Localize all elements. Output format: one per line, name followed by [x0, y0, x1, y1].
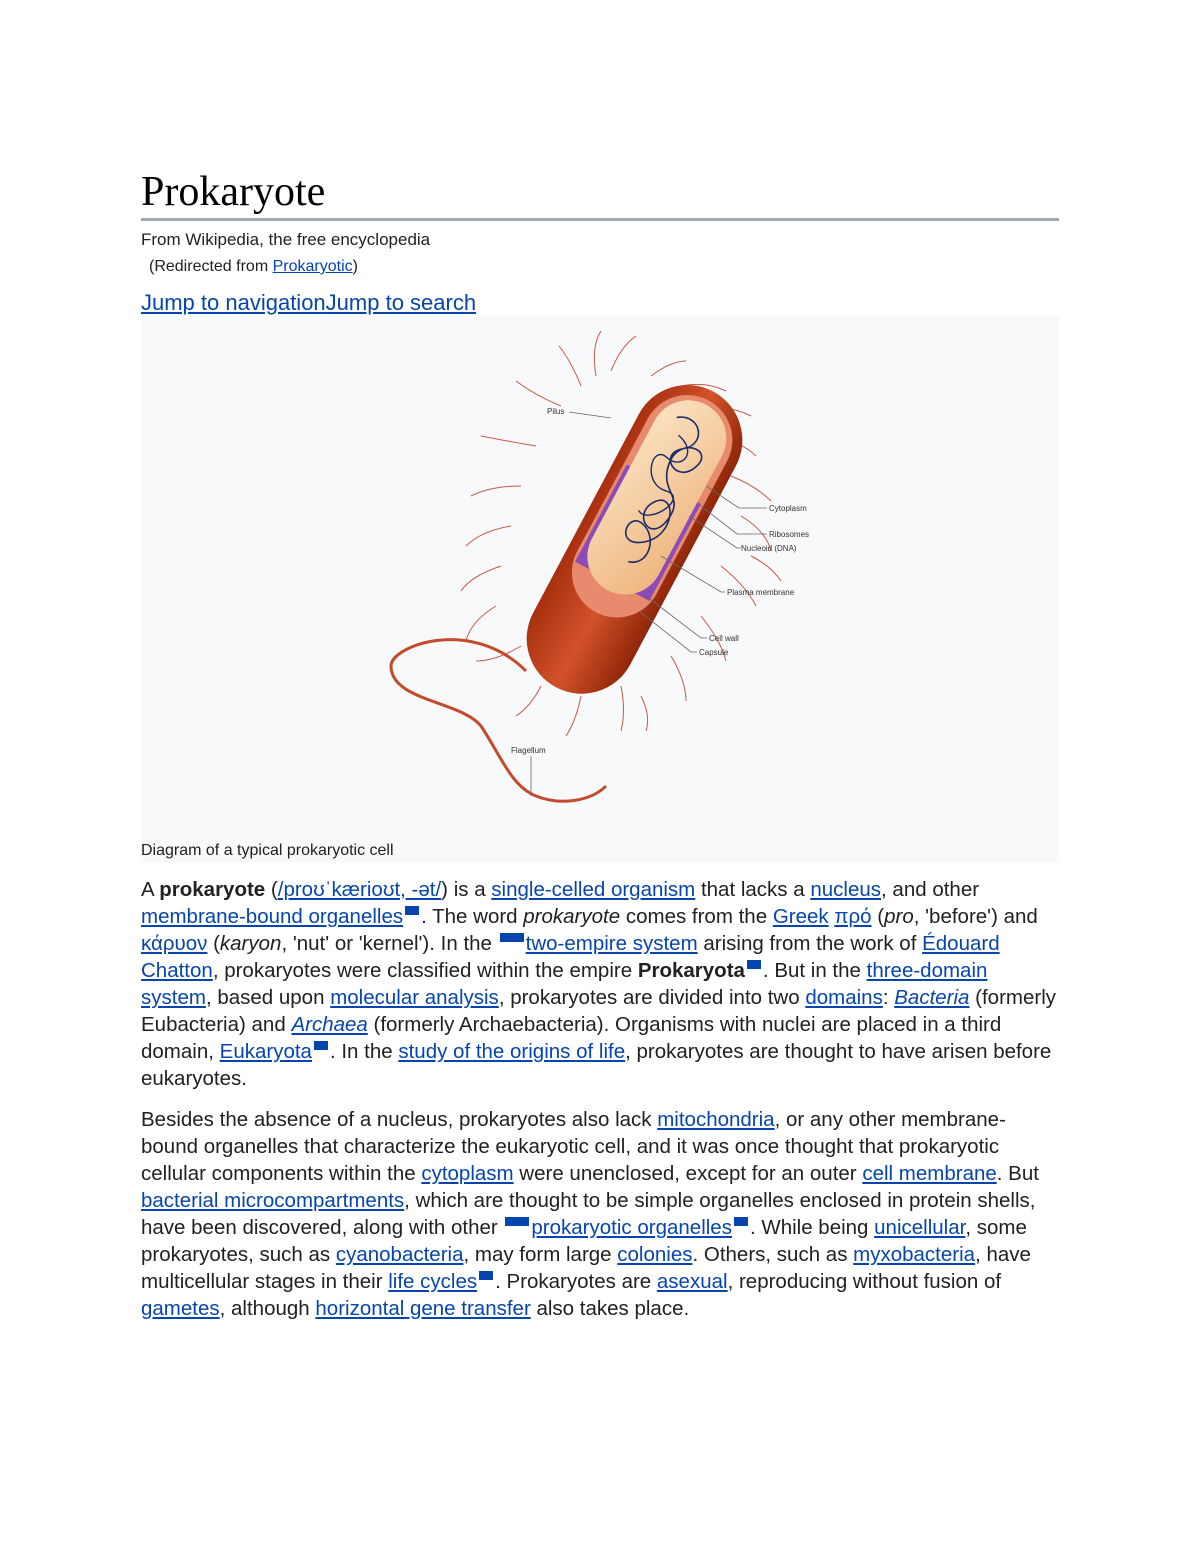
text: Besides the absence of a nucleus, prokaryotes also lack	[141, 1108, 658, 1131]
label-cytoplasm: Cytoplasm	[769, 504, 807, 513]
link-gametes[interactable]: gametes	[141, 1297, 220, 1320]
paragraph-intro	[141, 876, 1059, 1092]
text: , prokaryotes are thought to have arisen before eukaryotes.	[141, 1040, 1052, 1090]
link-mitochondria[interactable]: mitochondria	[657, 1108, 775, 1131]
italic-term: pro	[884, 905, 914, 928]
text: , prokaryotes are divided into two	[498, 986, 806, 1009]
link-nucleus[interactable]: nucleus	[810, 878, 882, 901]
article	[141, 168, 1059, 1322]
link-greek[interactable]: Greek	[772, 905, 829, 928]
text: , prokaryotes were classified within the empire	[212, 959, 638, 982]
link-karyon[interactable]: κάρυον	[141, 932, 208, 955]
page-title: Prokaryote	[141, 168, 1059, 221]
text: , which are thought to be simple organelles enclosed in protein shells, have been discovered, along with other	[141, 1189, 1036, 1239]
jump-to-navigation-link[interactable]: Jump to navigation	[141, 290, 326, 315]
redirect-suffix: )	[352, 258, 358, 275]
label-flagellum: Flagellum	[511, 746, 546, 755]
text: A	[141, 878, 160, 901]
text: , and other	[881, 878, 980, 901]
citation-marker[interactable]	[479, 1271, 493, 1280]
label-ribosomes: Ribosomes	[769, 530, 810, 539]
text: , may form large	[463, 1243, 618, 1266]
text: (	[207, 932, 220, 955]
link-archaea[interactable]: Archaea	[291, 1013, 368, 1036]
text: . But	[996, 1162, 1039, 1185]
citation-marker[interactable]	[314, 1041, 328, 1050]
link-domains[interactable]: domains	[805, 986, 883, 1009]
text: , some prokaryotes, such as	[141, 1216, 1027, 1266]
text: . Others, such as	[692, 1243, 854, 1266]
label-nucleoid: Nucleoid (DNA)	[741, 544, 797, 553]
site-tagline: From Wikipedia, the free encyclopedia	[141, 230, 431, 249]
cell-diagram-figure	[141, 316, 1059, 862]
link-three-domain-system[interactable]: three-domain system	[141, 959, 988, 1009]
text: comes from the	[620, 905, 773, 928]
text: (	[871, 905, 885, 928]
link-cell-membrane[interactable]: cell membrane	[862, 1162, 997, 1185]
link-bacteria[interactable]: Bacteria	[894, 986, 970, 1009]
text: , reproducing without fusion of	[727, 1270, 1002, 1293]
text: , or any other membrane-bound organelles that characterize the eukaryotic cell, and it was once thought that prokaryotic cellular components within the	[141, 1108, 1006, 1185]
paragraph-organelles	[141, 1106, 1059, 1322]
text: , based upon	[205, 986, 331, 1009]
link-edouard-chatton[interactable]: Édouard Chatton	[141, 932, 1000, 982]
link-pro[interactable]: πρό	[834, 905, 872, 928]
text: ) is a	[441, 878, 492, 901]
link-two-empire-system[interactable]: two-empire system	[525, 932, 698, 955]
figure-caption: Diagram of a typical prokaryotic cell	[141, 842, 394, 859]
link-horizontal-gene-transfer[interactable]: horizontal gene transfer	[315, 1297, 531, 1320]
italic-term: karyon	[219, 932, 282, 955]
link-origins-of-life[interactable]: study of the origins of life	[398, 1040, 626, 1063]
text: that lacks a	[695, 878, 811, 901]
citation-marker[interactable]	[500, 933, 524, 942]
text: , although	[219, 1297, 316, 1320]
link-asexual[interactable]: asexual	[656, 1270, 728, 1293]
link-molecular-analysis[interactable]: molecular analysis	[330, 986, 499, 1009]
text: (formerly Eubacteria) and	[141, 986, 1057, 1036]
citation-marker[interactable]	[747, 960, 761, 969]
link-single-celled-organism[interactable]: single-celled organism	[491, 878, 696, 901]
text: arising from the work of	[697, 932, 923, 955]
bold-term: Prokaryota	[637, 959, 745, 982]
link-eukaryota[interactable]: Eukaryota	[219, 1040, 312, 1063]
text: . But in the	[762, 959, 867, 982]
link-cytoplasm[interactable]: cytoplasm	[421, 1162, 514, 1185]
prokaryotic-cell-diagram[interactable]	[141, 316, 1059, 862]
redirect-notice	[149, 258, 1059, 276]
label-plasma-membrane: Plasma membrane	[727, 588, 795, 597]
redirect-prefix: (Redirected from	[149, 258, 273, 275]
italic-term: prokaryote	[523, 905, 621, 928]
text: , have multicellular stages in their	[141, 1243, 1031, 1293]
label-cell-wall: Cell wall	[709, 634, 739, 643]
jump-links	[141, 290, 1059, 316]
jump-to-search-link[interactable]: Jump to search	[325, 290, 477, 315]
link-bacterial-microcompartments[interactable]: bacterial microcompartments	[141, 1189, 405, 1212]
text: also takes place.	[530, 1297, 690, 1320]
link-membrane-bound-organelles[interactable]: membrane-bound organelles	[141, 905, 404, 928]
redirect-link[interactable]: Prokaryotic	[272, 258, 353, 275]
text: :	[882, 986, 895, 1009]
text: . While being	[749, 1216, 875, 1239]
link-colonies[interactable]: colonies	[617, 1243, 693, 1266]
text: . Prokaryotes are	[495, 1270, 657, 1293]
link-cyanobacteria[interactable]: cyanobacteria	[335, 1243, 464, 1266]
citation-marker[interactable]	[734, 1217, 748, 1226]
text: (	[265, 878, 278, 901]
bold-term: prokaryote	[159, 878, 266, 901]
text: were unenclosed, except for an outer	[513, 1162, 863, 1185]
text: . In the	[329, 1040, 399, 1063]
link-myxobacteria[interactable]: myxobacteria	[853, 1243, 976, 1266]
citation-marker[interactable]	[405, 906, 419, 915]
link-prokaryotic-organelles[interactable]: prokaryotic organelles	[531, 1216, 732, 1239]
label-pilus: Pilus	[547, 407, 565, 416]
text: (formerly Archaebacteria). Organisms with nuclei are placed in a third domain,	[141, 1013, 1002, 1063]
text: . The word	[421, 905, 524, 928]
link-life-cycles[interactable]: life cycles	[388, 1270, 478, 1293]
citation-marker[interactable]	[505, 1217, 529, 1226]
text: , 'nut' or 'kernel'). In the	[281, 932, 498, 955]
text: , 'before') and	[913, 905, 1038, 928]
label-capsule: Capsule	[699, 648, 729, 657]
link-unicellular[interactable]: unicellular	[874, 1216, 966, 1239]
ipa-pronunciation-link[interactable]: /proʊˈkærioʊt, -ət/	[277, 878, 442, 901]
